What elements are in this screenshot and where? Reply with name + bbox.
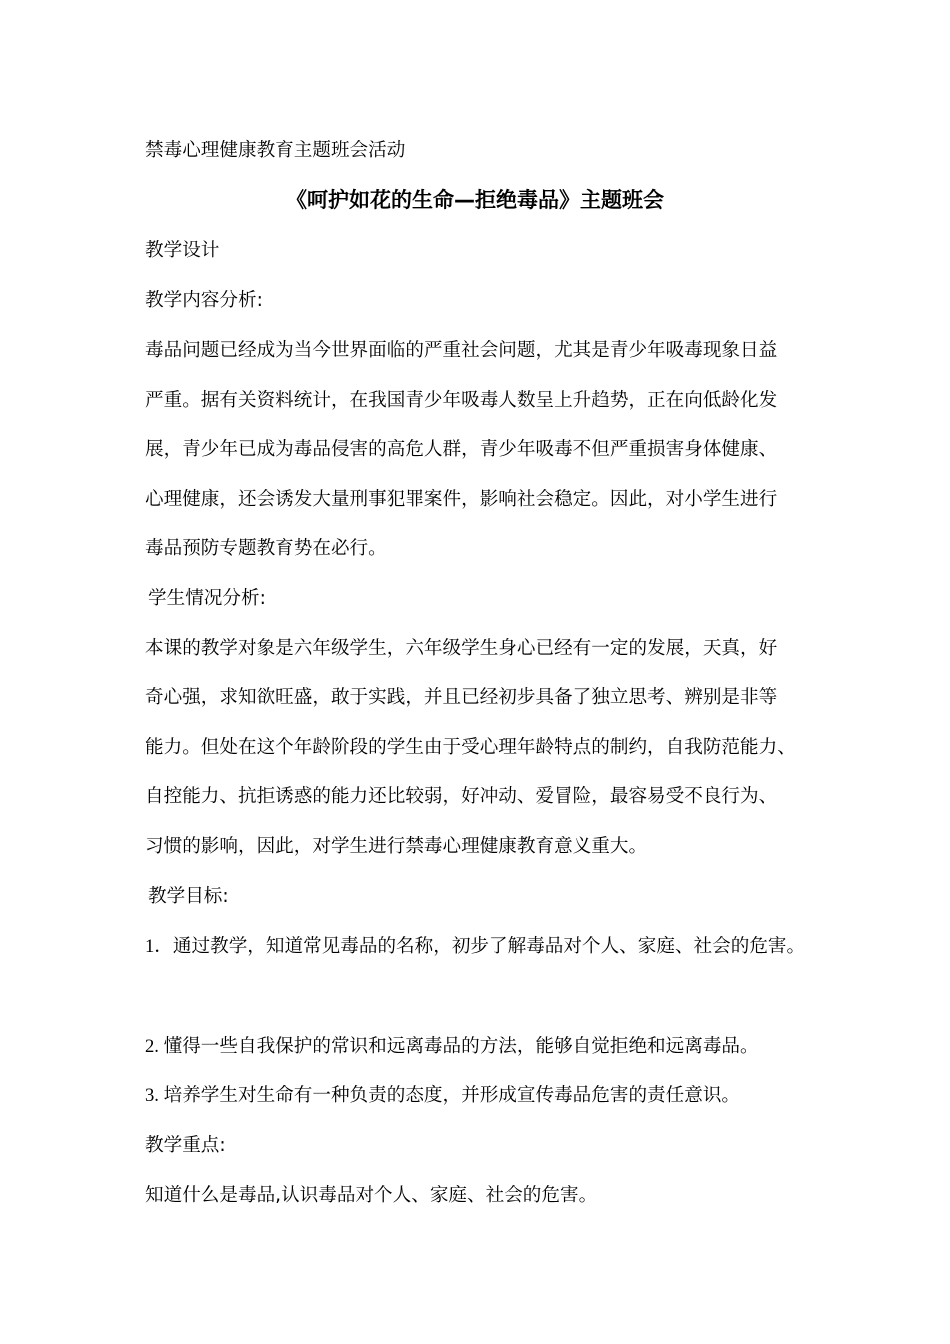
objective-text: 通过教学，知道常见毒品的名称，初步了解毒品对个人、家庭、社会的危害。 [172, 936, 806, 957]
key-points-text: 知道什么是毒品,认识毒品对个人、家庭、社会的危害。 [145, 1185, 598, 1206]
content-analysis-line: 严重。据有关资料统计，在我国青少年吸毒人数呈上升趋势，正在向低龄化发 [145, 390, 778, 411]
objective-item [145, 1084, 740, 1108]
objectives-heading: 教学目标: [148, 886, 229, 907]
objective-text: 培养学生对生命有一种负责的态度，并形成宣传毒品危害的责任意识。 [163, 1085, 741, 1106]
content-analysis-line: 心理健康，还会诱发大量刑事犯罪案件，影响社会稳定。因此，对小学生进行 [145, 489, 778, 510]
key-points-heading: 教学重点: [145, 1135, 226, 1156]
objective-item [145, 1035, 759, 1059]
objective-number: 2. [145, 1036, 164, 1057]
student-analysis-line: 能力。但处在这个年龄阶段的学生由于受心理年龄特点的制约，自我防范能力、 [145, 737, 796, 758]
objective-number: 1． [145, 936, 173, 957]
content-analysis-line: 展，青少年已成为毒品侵害的高危人群，青少年吸毒不但严重损害身体健康、 [145, 439, 778, 460]
student-analysis-line: 本课的教学对象是六年级学生，六年级学生身心已经有一定的发展，天真，好 [145, 638, 778, 659]
objective-text: 懂得一些自我保护的常识和远离毒品的方法，能够自觉拒绝和远离毒品。 [163, 1036, 759, 1057]
student-analysis-line: 习惯的影响，因此，对学生进行禁毒心理健康教育意义重大。 [145, 836, 648, 857]
content-analysis-line: 毒品问题已经成为当今世界面临的严重社会问题，尤其是青少年吸毒现象日益 [145, 340, 778, 361]
document-title: 《呵护如花的生命—拒绝毒品》主题班会 [286, 188, 664, 212]
student-analysis-line: 奇心强，求知欲旺盛，敢于实践，并且已经初步具备了独立思考、辨别是非等 [145, 687, 778, 708]
student-analysis-heading: 学生情况分析: [148, 588, 266, 609]
content-analysis-line: 毒品预防专题教育势在必行。 [145, 538, 387, 559]
objective-item [145, 935, 805, 959]
content-analysis-heading: 教学内容分析: [145, 290, 263, 311]
objective-number: 3. [145, 1085, 164, 1106]
header-line: 禁毒心理健康教育主题班会活动 [145, 140, 406, 161]
student-analysis-line: 自控能力、抗拒诱惑的能力还比较弱，好冲动、爱冒险，最容易受不良行为、 [145, 786, 778, 807]
design-label: 教学设计 [145, 240, 220, 261]
